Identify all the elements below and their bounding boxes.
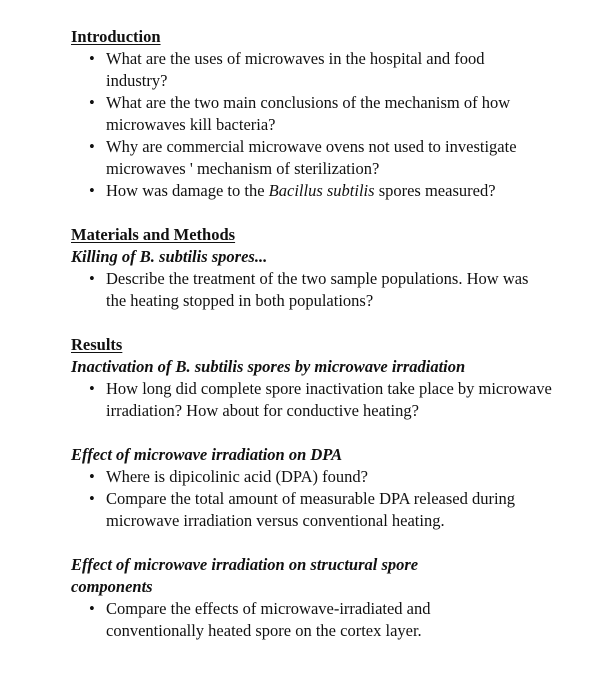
results-subheading: Effect of microwave irradiation on structural spore components	[71, 555, 419, 596]
results-question-list	[71, 378, 563, 422]
question-item: • What are the uses of microwaves in the hospital and food industry?	[89, 48, 526, 92]
question-item: • Why are commercial microwave ovens not used to investigate microwaves ' mechanism of sterilization?	[89, 136, 526, 180]
question-item: • Describe the treatment of the two sample populations. How was the heating stopped in both populations?	[89, 268, 546, 312]
question-item: • How long did complete spore inactivation take place by microwave irradiation? How about for conductive heating?	[89, 378, 576, 422]
question-text-suffix: spores measured?	[374, 181, 496, 200]
materials-methods-heading: Materials and Methods	[71, 225, 236, 244]
question-item	[89, 180, 576, 202]
results-question-list	[71, 598, 563, 642]
results-question-list	[71, 466, 563, 532]
introduction-question-list	[71, 48, 563, 202]
materials-methods-question-list	[71, 268, 563, 312]
question-item: • What are the two main conclusions of the mechanism of how microwaves kill bacteria?	[89, 92, 526, 136]
results-subsection-structural	[71, 554, 563, 642]
results-subheading: Effect of microwave irradiation on DPA	[71, 445, 343, 464]
introduction-section	[71, 26, 563, 202]
results-subheading: Inactivation of B. subtilis spores by microwave irradiation	[71, 357, 466, 376]
species-name: Bacillus subtilis	[268, 181, 375, 200]
materials-methods-subheading: Killing of B. subtilis spores...	[71, 247, 268, 266]
introduction-heading: Introduction	[71, 27, 161, 46]
question-item: • Compare the effects of microwave-irradiated and conventionally heated spore on the cortex layer.	[89, 598, 526, 642]
materials-methods-section	[71, 224, 563, 312]
question-text-prefix: How was damage to the	[106, 181, 269, 200]
results-subsection-inactivation	[71, 356, 563, 422]
results-subsection-dpa	[71, 444, 563, 532]
question-item: • Compare the total amount of measurable DPA released during microwave irradiation versus conventional heating.	[89, 488, 576, 532]
question-item: • Where is dipicolinic acid (DPA) found?	[89, 466, 546, 488]
results-heading: Results	[71, 335, 123, 354]
results-section	[71, 334, 563, 642]
